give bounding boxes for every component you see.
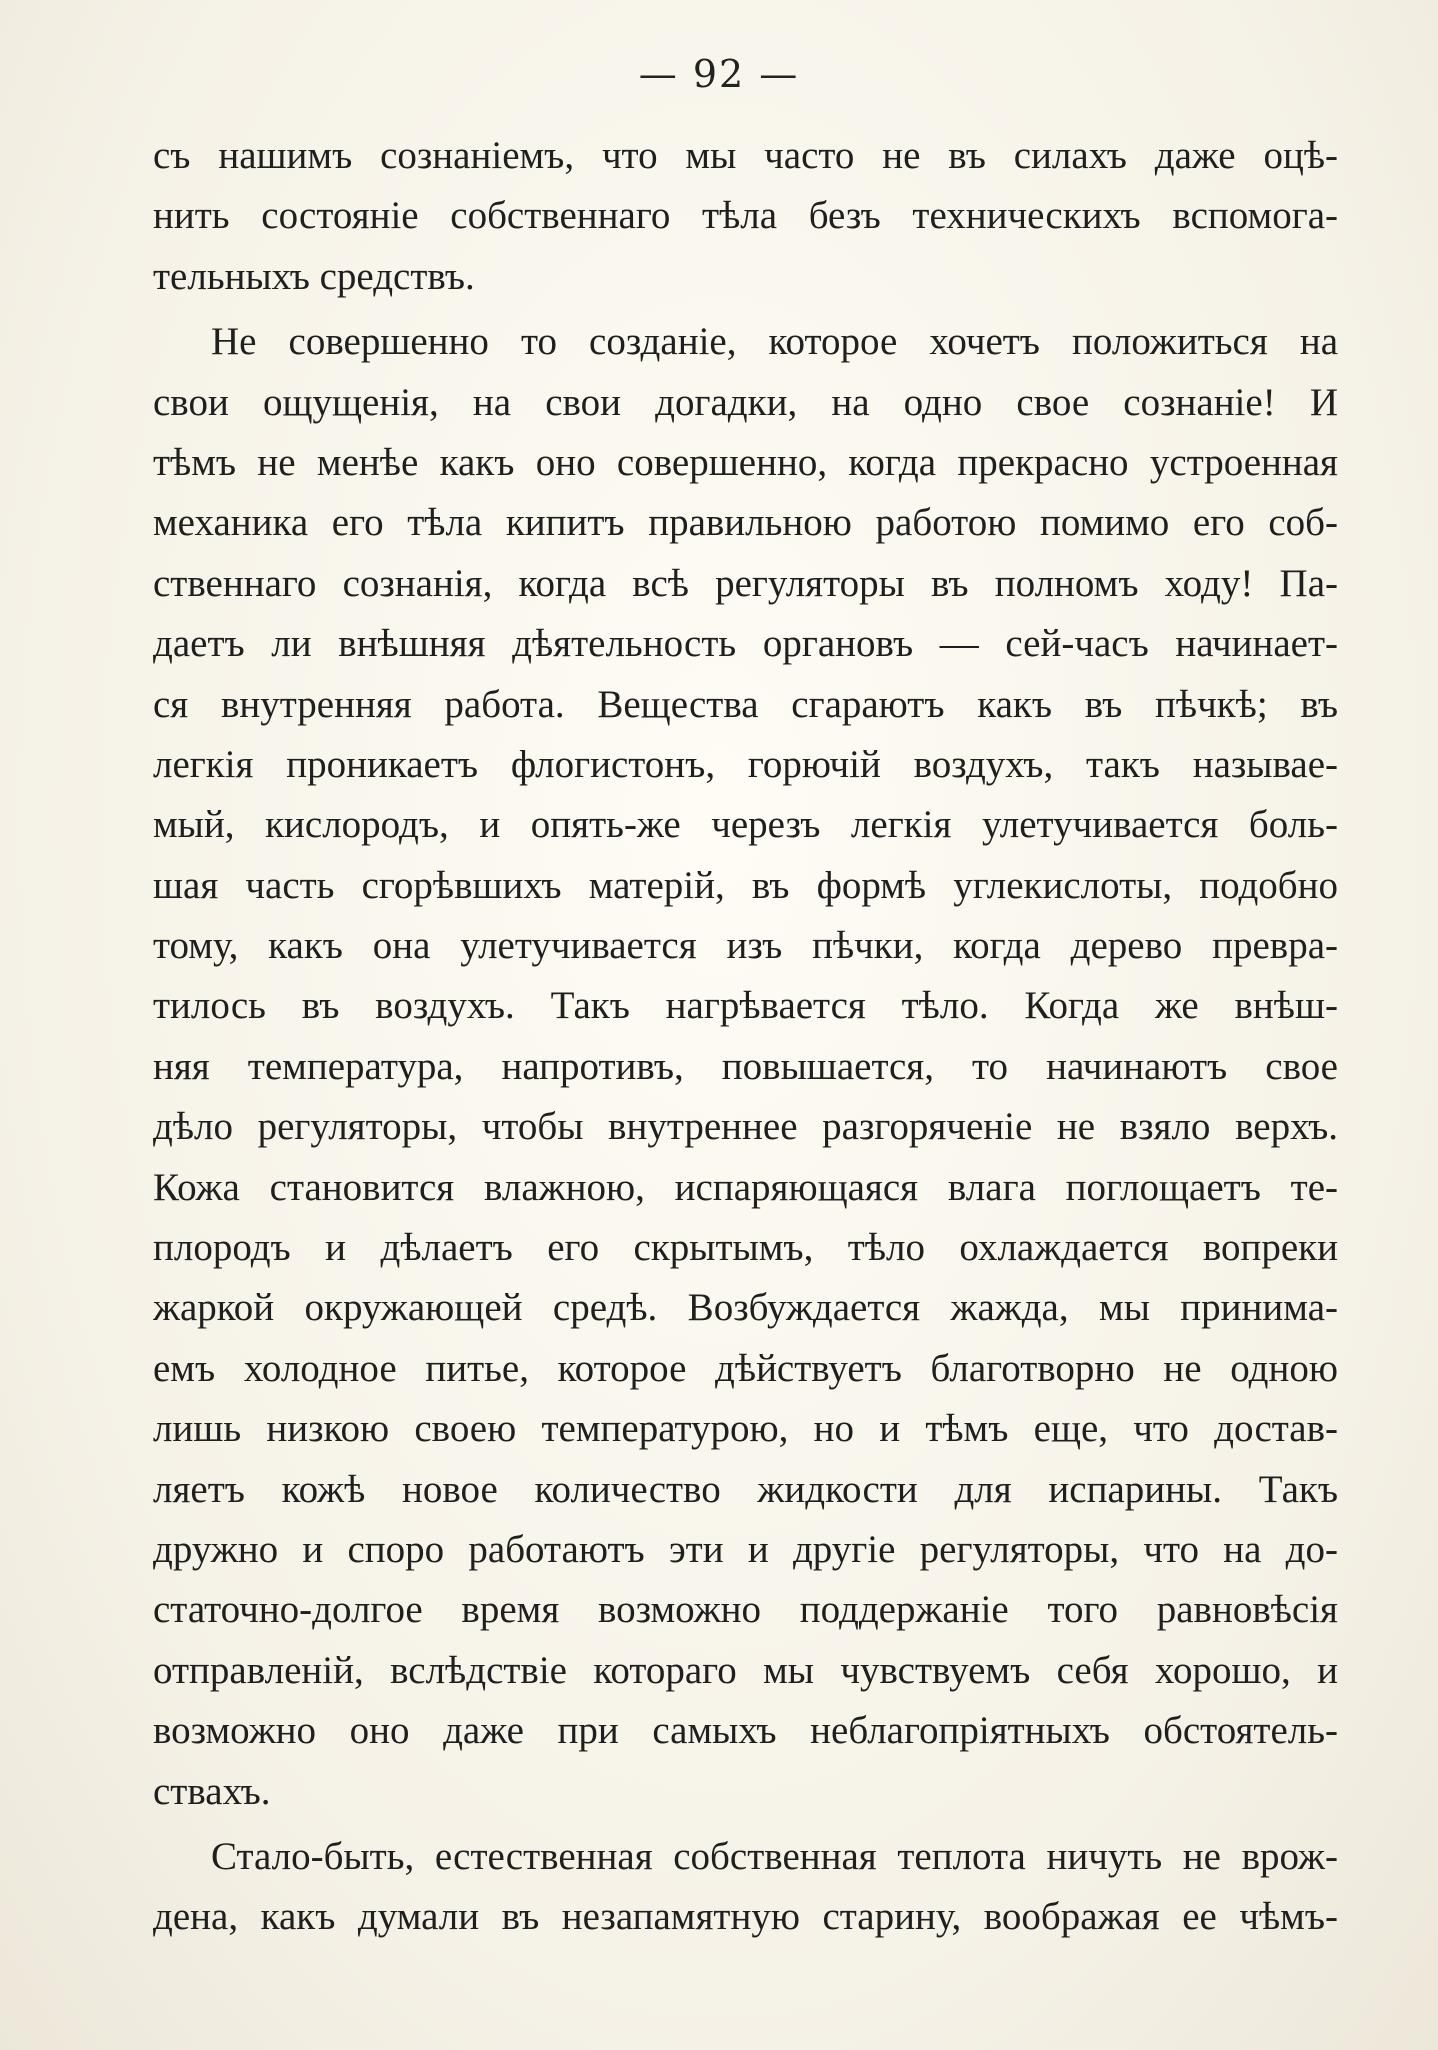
text-line: отправленій, вслѣдствіе котораго мы чувствуемъ себя хорошо, и [153,1648,1338,1692]
text-line: лишь низкою своею температурою, но и тѣмъ еще, что достав- [153,1407,1338,1451]
text-line: механика его тѣла кипитъ правильною работою помимо его соб- [153,501,1338,545]
body-text [153,126,1338,1948]
text-line: Стало-быть, естественная собственная теплота ничуть не врож- [211,1834,1338,1878]
text-line: Не совершенно то созданіе, которое хочетъ положиться на [211,320,1338,364]
text-line: тому, какъ она улетучивается изъ пѣчки, когда дерево превра- [153,924,1338,968]
text-line: дѣло регуляторы, чтобы внутреннее разгоряченіе не взяло верхъ. [153,1105,1338,1149]
text-line: ственнаго сознанія, когда всѣ регуляторы въ полномъ ходу! Па- [153,561,1338,605]
text-line: Кожа становится влажною, испаряющаяся влага поглощаетъ те- [153,1165,1338,1209]
text-line: мый, кислородъ, и опять-же черезъ легкія улетучивается боль- [153,803,1338,847]
text-line: свои ощущенія, на свои догадки, на одно свое сознаніе! И [153,380,1338,424]
paragraph [153,312,1338,1822]
text-line: нить состояніе собственнаго тѣла безъ техническихъ вспомога- [153,194,1338,238]
text-line: съ нашимъ сознаніемъ, что мы часто не въ силахъ даже оцѣ- [153,134,1338,177]
paragraph [153,1827,1338,1948]
text-line: емъ холодное питье, которое дѣйствуетъ благотворно не одною [153,1346,1338,1390]
page-number: — 92 — [638,52,800,96]
text-line: плородъ и дѣлаетъ его скрытымъ, тѣло охлаждается вопреки [153,1226,1338,1270]
text-line: тѣмъ не менѣе какъ оно совершенно, когда прекрасно устроенная [153,440,1338,484]
text-line: легкія проникаетъ флогистонъ, горючій воздухъ, такъ называе- [153,742,1338,786]
text-line: тельныхъ средствъ. [153,254,475,298]
text-line: тилось въ воздухъ. Такъ нагрѣвается тѣло. Когда же внѣш- [153,984,1338,1028]
text-line: шая часть сгорѣвшихъ матерій, въ формѣ углекислоты, подобно [153,863,1338,907]
text-line: ляетъ кожѣ новое количество жидкости для испарины. Такъ [153,1467,1338,1511]
text-line: дружно и споро работаютъ эти и другіе регуляторы, что на до- [153,1527,1338,1571]
paragraph [153,126,1338,307]
text-line: статочно-долгое время возможно поддержаніе того равновѣсія [153,1588,1338,1632]
text-line: ся внутренняя работа. Вещества сгараютъ какъ въ пѣчкѣ; въ [153,682,1338,726]
text-line: жаркой окружающей средѣ. Возбуждается жажда, мы принима- [153,1286,1338,1330]
text-line: ствахъ. [153,1769,271,1813]
text-line: дена, какъ думали въ незапамятную старину, воображая ее чѣмъ- [153,1895,1338,1939]
text-line: возможно оно даже при самыхъ неблагопріятныхъ обстоятель- [153,1709,1338,1753]
text-line: даетъ ли внѣшняя дѣятельность органовъ — сей-часъ начинает- [153,622,1338,666]
text-line: няя температура, напротивъ, повышается, то начинаютъ свое [153,1044,1338,1088]
